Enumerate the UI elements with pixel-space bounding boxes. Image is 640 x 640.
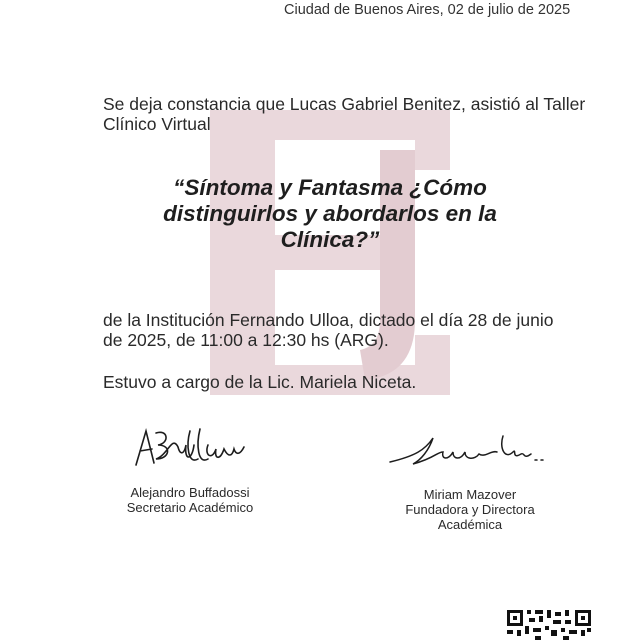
institution-details: de la Institución Fernando Ulloa, dictado el día 28 de junio de 2025, de 11:00 a 12:30 hs (ARG). [103,310,554,350]
signature-mazover [385,430,550,475]
signatory-name: Alejandro Buffadossi [130,485,250,500]
signatory-role: Fundadora y Directora Académica [405,502,535,532]
attendance-statement: Se deja constancia que Lucas Gabriel Benitez, asistió al Taller Clínico Virtual [103,94,586,134]
qr-code-icon[interactable] [505,608,593,640]
signature-buffadossi [128,425,248,475]
workshop-title: “Síntoma y Fantasma ¿Cómo distinguirlos y abordarlos en la Clínica?” [163,175,497,252]
signatory-name: Miriam Mazover [423,487,517,502]
date-line: Ciudad de Buenos Aires, 02 de julio de 2025 [284,2,571,18]
signatory-role: Secretario Académico [126,500,254,515]
in-charge-statement: Estuvo a cargo de la Lic. Mariela Niceta. [103,372,417,392]
